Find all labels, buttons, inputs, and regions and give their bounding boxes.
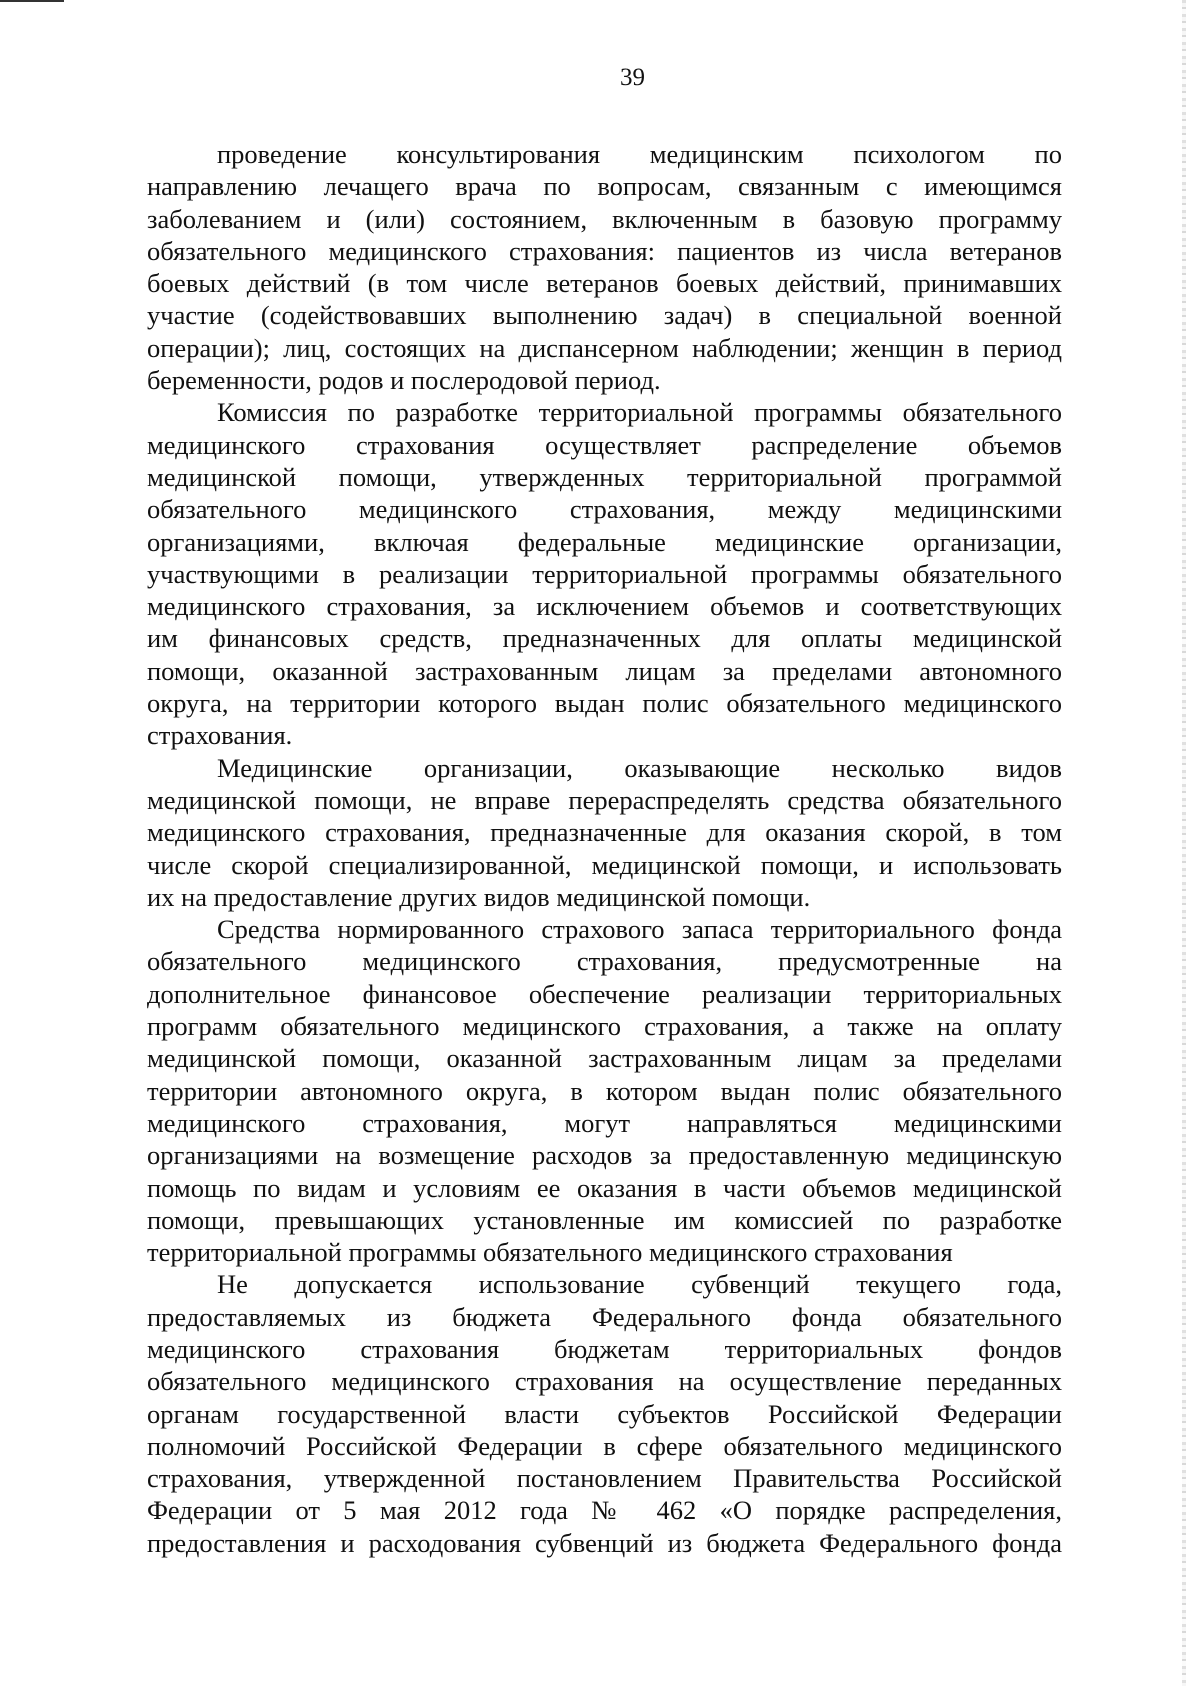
text-line: боевых действий (в том числе ветеранов боевых действий, принимавших (147, 268, 1062, 299)
text-line: медицинского страхования, предназначенные для оказания скорой, в том (147, 817, 1062, 848)
text-line: медицинской помощи, не вправе перераспределять средства обязательного (147, 784, 1062, 815)
text-line: медицинской помощи, оказанной застрахованным лицам за пределами (147, 1043, 1062, 1074)
scan-right-edge (1182, 0, 1186, 1686)
text-line: округа, на территории которого выдан полис обязательного медицинского (147, 688, 1062, 719)
text-line: обязательного медицинского страхования, между медицинскими (147, 494, 1062, 525)
text-line: операции); лиц, состоящих на диспансерном наблюдении; женщин в период (147, 332, 1062, 363)
text-line: дополнительное финансовое обеспечение реализации территориальных (147, 978, 1062, 1009)
text-line: предоставляемых из бюджета Федерального фонда обязательного (147, 1301, 1062, 1332)
text-line: органам государственной власти субъектов Российской Федерации (147, 1398, 1062, 1429)
text-line: программ обязательного медицинского страхования, а также на оплату (147, 1011, 1062, 1042)
text-line: медицинской помощи, утвержденных территориальной программой (147, 461, 1062, 492)
text-line: медицинского страхования бюджетам территориальных фондов (147, 1333, 1062, 1364)
text-line: страхования. (147, 720, 293, 751)
text-line: участие (содействовавших выполнению задач) в специальной военной (147, 300, 1062, 331)
paragraph (147, 913, 1062, 1268)
text-line: числе скорой специализированной, медицинской помощи, и использовать (147, 849, 1062, 880)
page-number: 39 (620, 64, 645, 91)
text-line: предоставления и расходования субвенций из бюджета Федерального фонда (147, 1527, 1062, 1558)
text-line: Федерации от 5 мая 2012 года № 462 «О порядке распределения, (147, 1495, 1062, 1526)
paragraph (147, 752, 1062, 913)
text-line: обязательного медицинского страхования на осуществление переданных (147, 1366, 1062, 1397)
text-line: обязательного медицинского страхования: пациентов из числа ветеранов (147, 235, 1062, 266)
text-line: медицинского страхования осуществляет распределение объемов (147, 429, 1062, 460)
text-line: проведение консультирования медицинским психологом по (217, 139, 1062, 169)
text-line: медицинского страхования, за исключением объемов и соответствующих (147, 591, 1062, 622)
text-line: организациями на возмещение расходов за предоставленную медицинскую (147, 1140, 1062, 1171)
text-line: страхования, утвержденной постановлением Правительства Российской (147, 1463, 1062, 1494)
paragraph (147, 396, 1062, 751)
text-line: помощь по видам и условиям ее оказания в части объемов медицинской (147, 1172, 1062, 1203)
text-line: территории автономного округа, в котором выдан полис обязательного (147, 1075, 1062, 1106)
text-line: Не допускается использование субвенций текущего года, (217, 1269, 1062, 1300)
text-line: участвующими в реализации территориальной программы обязательного (147, 558, 1062, 589)
text-line: Средства нормированного страхового запаса территориального фонда (217, 914, 1062, 945)
text-line: территориальной программы обязательного медицинского страхования (147, 1237, 953, 1268)
text-line: организациями, включая федеральные медицинские организации, (147, 526, 1062, 557)
text-line: их на предоставление других видов медицинской помощи. (147, 881, 811, 912)
text-line: им финансовых средств, предназначенных для оплаты медицинской (147, 623, 1062, 654)
text-line: беременности, родов и послеродовой период. (147, 365, 661, 396)
scan-edge-mark (0, 0, 64, 2)
document-body (147, 138, 1062, 1559)
text-line: помощи, оказанной застрахованным лицам за пределами автономного (147, 655, 1062, 686)
text-line: помощи, превышающих установленные им комиссией по разработке (147, 1204, 1062, 1235)
text-line: медицинского страхования, могут направляться медицинскими (147, 1107, 1062, 1138)
text-line: Медицинские организации, оказывающие несколько видов (217, 752, 1062, 783)
paragraph (147, 138, 1062, 396)
text-line: обязательного медицинского страхования, предусмотренные на (147, 946, 1062, 977)
text-line: заболеванием и (или) состоянием, включенным в базовую программу (147, 203, 1062, 234)
text-line: полномочий Российской Федерации в сфере обязательного медицинского (147, 1430, 1062, 1461)
paragraph (147, 1268, 1062, 1559)
text-line: направлению лечащего врача по вопросам, связанным с имеющимся (147, 171, 1062, 202)
text-line: Комиссия по разработке территориальной программы обязательного (217, 397, 1062, 428)
